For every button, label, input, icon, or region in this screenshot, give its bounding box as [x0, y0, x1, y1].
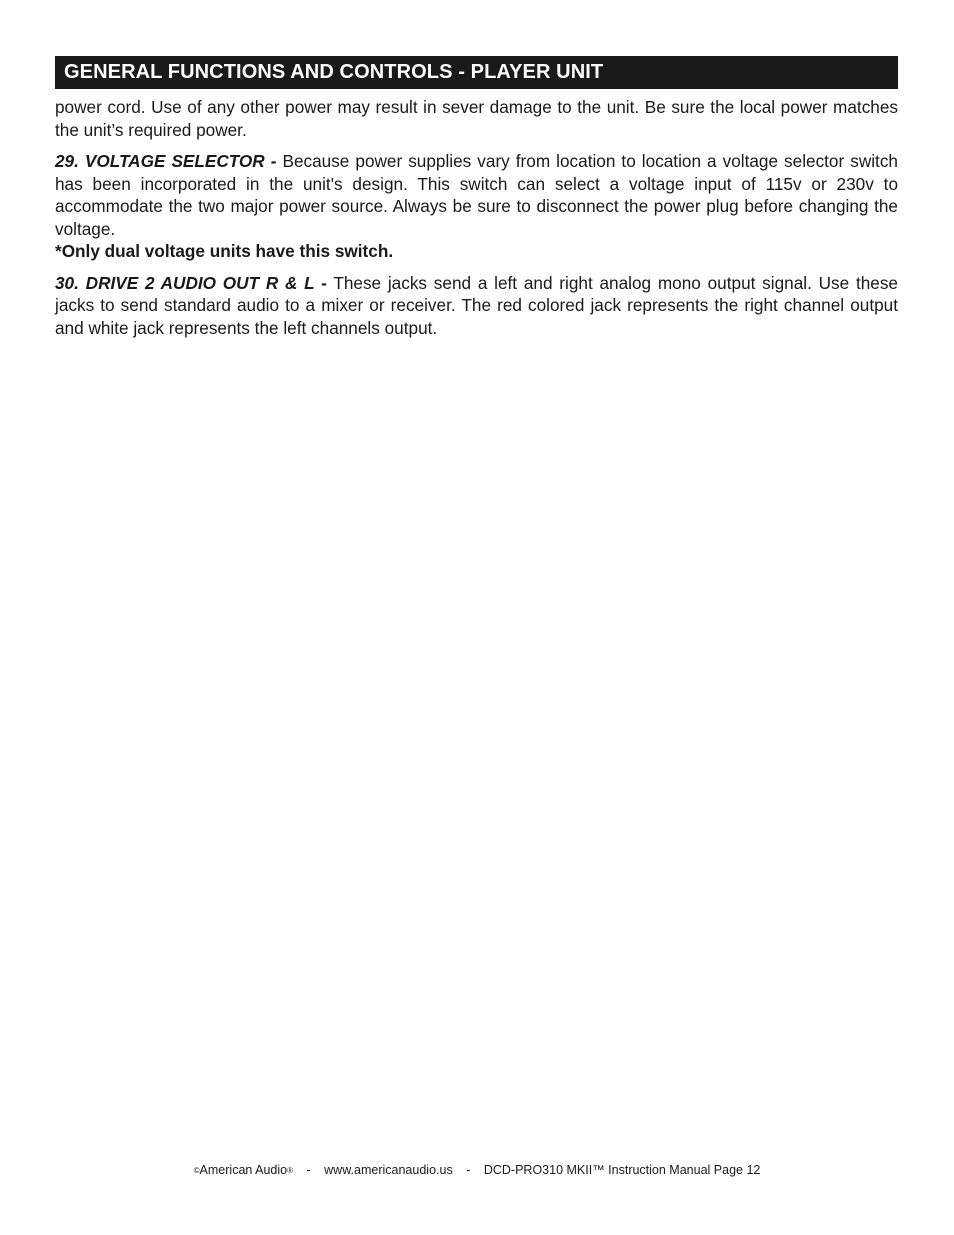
footer-manual-page: DCD-PRO310 MKII™ Instruction Manual Page 12 — [483, 1163, 761, 1177]
item-29-paragraph — [55, 150, 898, 263]
copyright-symbol: © — [193, 1166, 200, 1175]
item-29-text: Because power supplies vary from location to location a voltage selector switch has been incorporated in the unit's design. This switch can select a voltage input of 115v or 230v to accommodate the two major power source. Always be sure to disconnect the power plug before changing the voltage. — [55, 151, 898, 239]
document-body — [55, 96, 898, 348]
item-30-text: These jacks send a left and right analog mono output signal. Use these jacks to send standard audio to a mixer or receiver. The red colored jack represents the right channel output and white jack represents the left channels output. — [55, 272, 898, 338]
page-footer — [0, 1162, 954, 1179]
section-header — [55, 56, 898, 89]
footer-separator: - — [306, 1163, 311, 1177]
registered-symbol: ® — [287, 1166, 294, 1175]
section-title: GENERAL FUNCTIONS AND CONTROLS - PLAYER UNIT — [64, 61, 604, 83]
item-29-title: 29. VOLTAGE SELECTOR - — [55, 151, 277, 171]
intro-paragraph: power cord. Use of any other power may result in sever damage to the unit. Be sure the local power matches the unit’s required power. — [55, 97, 898, 140]
footer-brand: American Audio — [199, 1163, 288, 1177]
footer-website: www.americanaudio.us — [324, 1163, 453, 1177]
footer-separator: - — [466, 1163, 471, 1177]
item-30-title: 30. DRIVE 2 AUDIO OUT R & L - — [55, 272, 327, 293]
item-30-paragraph — [55, 272, 898, 340]
item-29-note: *Only dual voltage units have this switch. — [55, 241, 394, 261]
